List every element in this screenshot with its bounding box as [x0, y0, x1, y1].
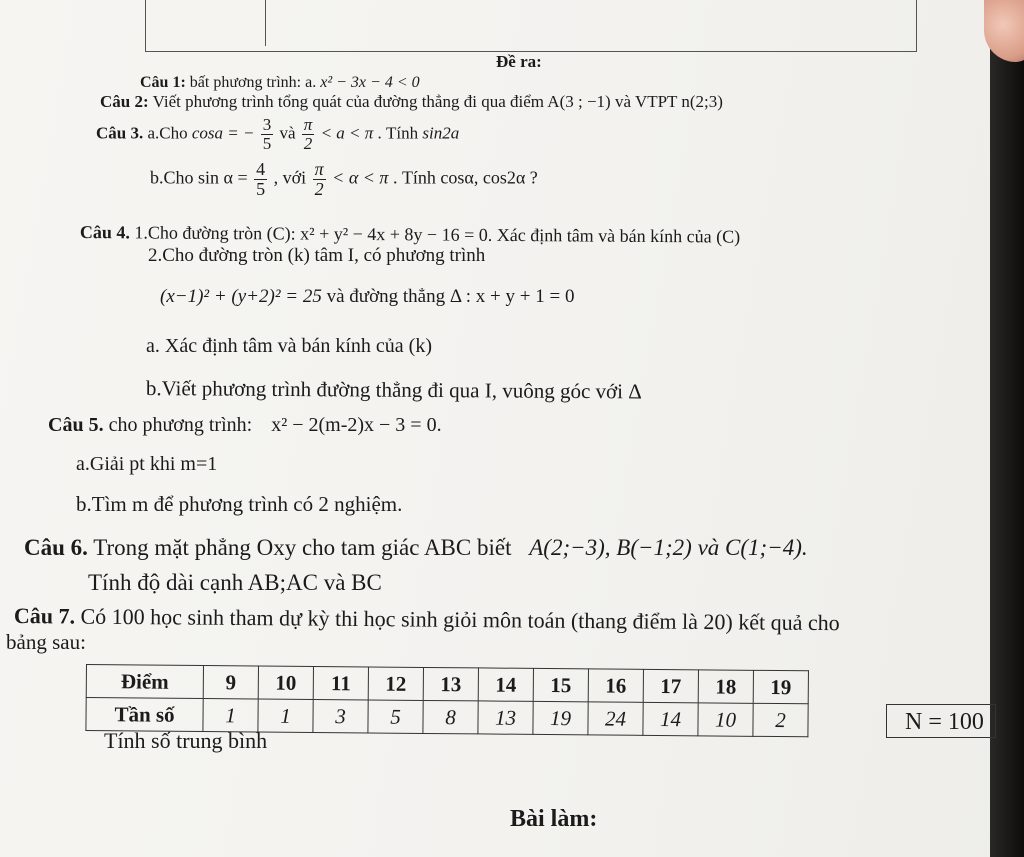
q2-label: Câu 2:	[100, 92, 149, 111]
q7-text2: bảng sau:	[6, 630, 86, 654]
q3-label: Câu 3.	[96, 123, 144, 143]
question-3b	[150, 160, 538, 199]
q3b-two: 2	[314, 178, 324, 199]
score-cell: 18	[698, 670, 753, 703]
frequency-cell: 8	[423, 700, 478, 733]
q5-eq: x² − 2(m-2)x − 3 = 0.	[271, 414, 442, 436]
frequency-cell: 5	[368, 700, 423, 733]
q3a-range: < a < π	[320, 123, 374, 143]
score-cell: 11	[313, 666, 368, 699]
score-cell: 9	[203, 666, 258, 699]
q1-text: bất phương trình: a.	[189, 74, 317, 91]
frequency-cell: 1	[203, 699, 258, 732]
q3b-pi-fraction	[313, 160, 326, 199]
q3a-two: 2	[303, 133, 313, 153]
q3a-task: . Tính	[377, 123, 419, 143]
header-divider	[265, 0, 266, 46]
q3b-pi: π	[314, 159, 324, 179]
frequency-cell: 14	[643, 702, 698, 735]
score-cell: 19	[753, 670, 808, 703]
q3b-var: sin α =	[198, 167, 248, 188]
q3a-prefix: a.Cho	[147, 123, 188, 143]
q4-label: Câu 4.	[79, 222, 131, 243]
row-header-score: Điểm	[86, 665, 203, 699]
q3b-num: 4	[256, 159, 266, 179]
q2-text: Viết phương trình tổng quát của đường thẳng đi qua điểm	[152, 92, 544, 111]
q2-point: A(3 ; −1) và VTPT	[547, 92, 678, 111]
q3a-pi: π	[303, 115, 313, 134]
score-cell: 16	[588, 669, 643, 702]
q4-equation-line	[160, 286, 574, 308]
question-1	[140, 74, 420, 92]
question-4-line1	[80, 222, 740, 248]
q4-eq: (x−1)² + (y+2)² = 25	[160, 286, 322, 307]
frequency-cell: 3	[313, 699, 368, 732]
score-cell: 10	[258, 666, 313, 699]
q3b-range: < α < π	[332, 167, 389, 188]
q3b-den: 5	[256, 178, 266, 199]
q4-b: b.Viết phương trình đường thẳng đi qua I, vuông góc với Δ	[145, 376, 642, 404]
question-5	[48, 414, 442, 437]
exam-title: Đề ra:	[496, 52, 542, 71]
frequency-cell: 1	[258, 699, 313, 732]
q1-expr: x² − 3x − 4 < 0	[320, 74, 420, 91]
q7-label: Câu 7.	[13, 603, 76, 629]
q5-label: Câu 5.	[48, 414, 104, 436]
q3a-num: 3	[262, 115, 272, 134]
q2-vector: n(2;3)	[681, 92, 723, 111]
q3b-with: , với	[273, 167, 307, 188]
score-cell: 17	[643, 669, 698, 702]
frequency-cell: 24	[588, 702, 643, 735]
q6-line2: Tính độ dài cạnh AB;AC và BC	[88, 570, 382, 595]
answer-heading: Bài làm:	[510, 806, 598, 832]
q6-text: Trong mặt phẳng Oxy cho tam giác ABC biết	[93, 535, 512, 560]
score-cell: 13	[423, 667, 478, 700]
row-header-frequency: Tần số	[86, 698, 203, 732]
question-6	[24, 535, 808, 561]
question-7	[14, 603, 840, 636]
q3a-target: sin2a	[422, 123, 460, 143]
q5-a: a.Giải pt khi m=1	[76, 453, 218, 475]
q5-b: b.Tìm m để phương trình có 2 nghiệm.	[76, 492, 403, 516]
frequency-table	[85, 664, 809, 737]
q4-p2: 2.Cho đường tròn (k) tâm I, có phương trình	[148, 245, 486, 266]
q3a-fraction	[261, 116, 274, 153]
q3a-pi-fraction	[302, 116, 315, 153]
score-cell: 14	[478, 668, 533, 701]
q4-eq-line: và đường thẳng Δ : x + y + 1 = 0	[326, 286, 575, 307]
header-box	[145, 0, 917, 52]
q4-a: a. Xác định tâm và bán kính của (k)	[146, 335, 433, 357]
q6-points: A(2;−3), B(−1;2) và C(1;−4).	[529, 535, 808, 560]
q3a-den: 5	[262, 133, 272, 153]
score-cell: 15	[533, 668, 588, 701]
frequency-cell: 19	[533, 701, 588, 734]
q3b-prefix: b.Cho	[150, 167, 194, 188]
q4-p1: 1.Cho đường tròn (C): x² + y² − 4x + 8y − 16 = 0. Xác định tâm và bán kính của (C)	[134, 222, 741, 247]
q3b-fraction	[254, 160, 267, 199]
q3b-task: . Tính cosα, cos2α ?	[392, 167, 538, 188]
question-2	[100, 92, 723, 112]
q7-task: Tính số trung bình	[104, 728, 268, 753]
q6-label: Câu 6.	[24, 535, 88, 560]
q5-text: cho phương trình:	[108, 414, 253, 436]
q3a-var: cosa = −	[191, 123, 255, 143]
score-cell: 12	[368, 667, 423, 700]
frequency-cell: 10	[698, 703, 753, 736]
q3a-and: và	[279, 123, 296, 143]
total-cell: N = 100	[886, 704, 996, 738]
frequency-cell: 2	[753, 703, 808, 736]
frequency-cell: 13	[478, 701, 533, 734]
q7-text: Có 100 học sinh tham dự kỳ thi học sinh giỏi môn toán (thang điểm là 20) kết quả cho	[80, 603, 840, 636]
q1-label: Câu 1:	[140, 74, 186, 91]
question-3a	[96, 116, 459, 153]
